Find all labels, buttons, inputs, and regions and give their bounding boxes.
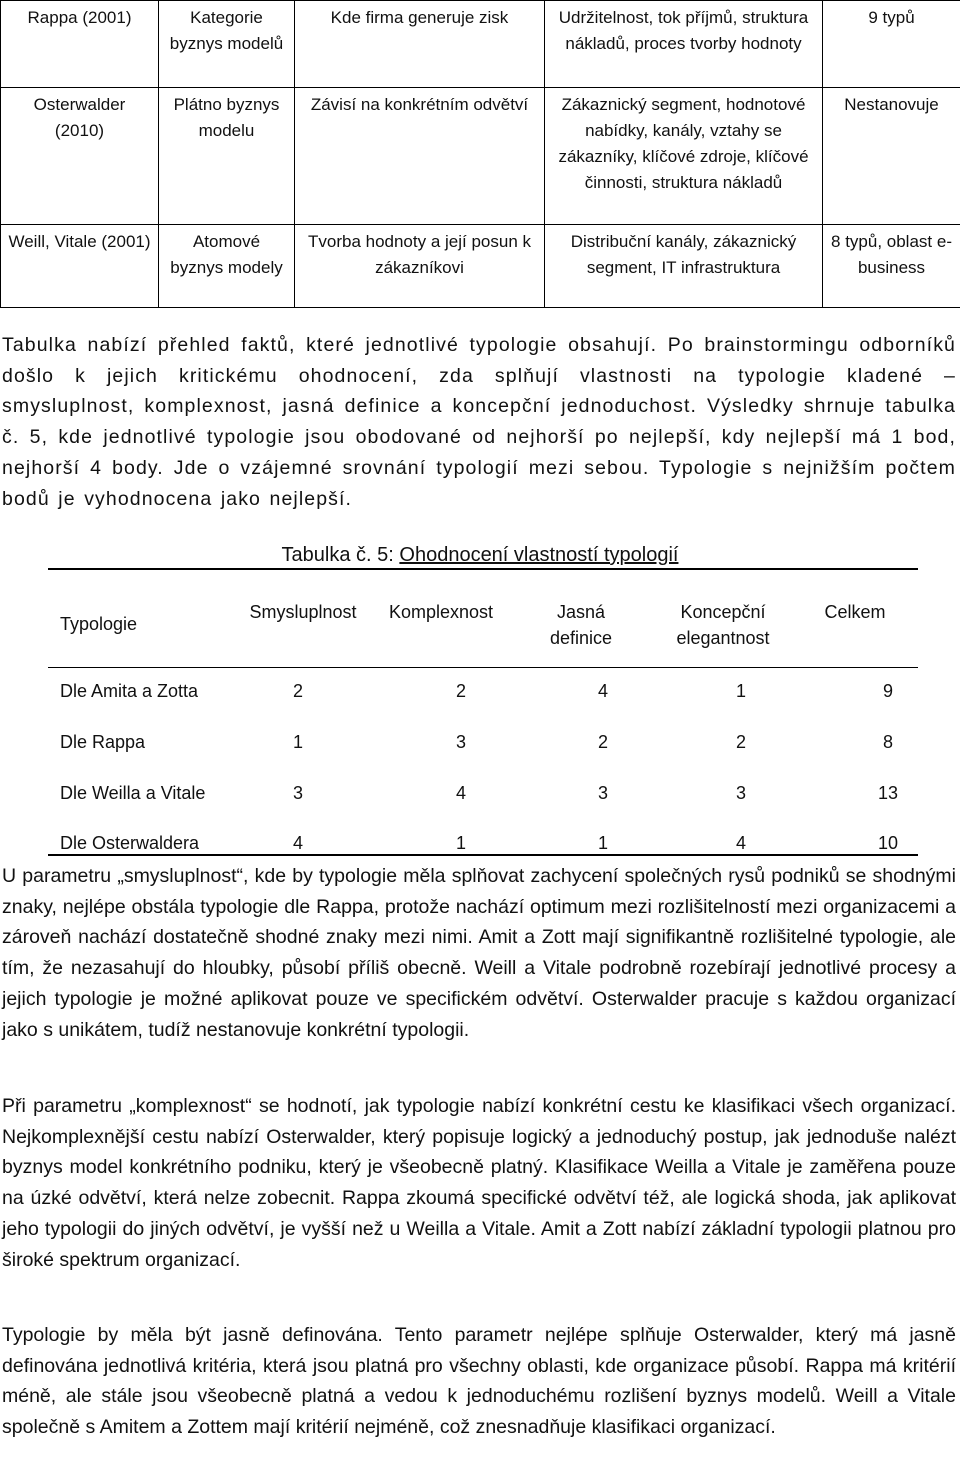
total-cell: 9 (882, 681, 893, 701)
table-caption (0, 540, 960, 570)
meaningfulness-paragraph: U parametru „smysluplnost“, kde by typologie měla splňovat zachycení společných rysů podniků se shodnými znaky, nejlépe obstála typologie dle Rappa, protože nachází optimum mezi rozlišitelností mezi organizacemi a zároveň nachází dostatečně shodné znaky mezi nimi. Amit a Zott mají signifikantně rozlišitelné typologie, ale tím, že nezasahují do hloubky, působí příliš obecně. Weill a Vitale podrobně rozebírají jednotlivé procesy a jejich typologie je možné aplikovat pouze ve specifickém odvětví. Osterwalder pracuje s každou organizací jako s unikátem, tudíž nestanovuje konkrétní typologii. (2, 865, 956, 1041)
caption-prefix: Tabulka č. 5: (281, 544, 400, 566)
type-count-cell: Nestanovuje (823, 88, 960, 225)
header-meaningfulness: Smysluplnost (249, 602, 357, 622)
score-cell: 4 (455, 783, 466, 803)
author-cell: Weill, Vitale (2001) (1, 225, 159, 308)
row-label: Dle Rappa (60, 732, 146, 752)
definition-paragraph: Typologie by měla být jasně definována. Tento parametr nejlépe splňuje Osterwalder, který má jasně definována jednotlivá kritéria, která jsou platná pro všechny oblasti, kde organizace působí. Rappa má kritérií méně, ale stále jsou všeobecně platná a vedou k jednoduchému rozlišení byznys modelů. Weill a Vitale společně s Amitem a Zottem mají kritérií nejméně, což znesnadňuje klasifikaci organizací. (2, 1324, 956, 1439)
caption-title: Ohodnocení vlastností typologií (399, 544, 679, 566)
basis-cell: Tvorba hodnoty a její posun k zákazníkovi (295, 225, 545, 308)
basis-cell: Kde firma generuje zisk (295, 1, 545, 88)
header-total: Celkem (824, 602, 886, 622)
row-label: Dle Osterwaldera (60, 833, 200, 853)
table-row (1, 1, 960, 88)
typology-name-cell: Plátno byznys modelu (159, 88, 295, 225)
score-cell: 2 (292, 681, 303, 701)
intro-paragraph: Tabulka nabízí přehled faktů, které jednotlivé typologie obsahují. Po brainstormingu odborníků došlo k jejich kritickému ohodnocení, zda splňují vlastnosti na typologie kladené – smysluplnost, komplexnost, jasná definice a koncepční jednoduchost. Výsledky shrnuje tabulka č. 5, kde jednotlivé typologie jsou obodované od nejhorší po nejlepší, kdy nejlepší má 1 bod, nejhorší 4 body. Jde o vzájemné srovnání typologií mezi sebou. Typologie s nejnižším počtem bodů je vyhodnocena jako nejlepší. (2, 334, 956, 510)
score-cell: 1 (597, 833, 608, 853)
score-cell: 3 (597, 783, 608, 803)
basis-cell: Závisí na konkrétním odvětví (295, 88, 545, 225)
typology-name-cell: Atomové byznys modely (159, 225, 295, 308)
score-cell: 1 (735, 681, 746, 701)
row-label: Dle Amita a Zotta (60, 681, 199, 701)
score-cell: 4 (292, 833, 303, 853)
elements-cell: Udržitelnost, tok příjmů, struktura nákladů, proces tvorby hodnoty (545, 1, 823, 88)
complexity-paragraph: Při parametru „komplexnost“ se hodnotí, jak typologie nabízí konkrétní cestu ke klasifikaci všech organizací. Nejkomplexnější cestu nabízí Osterwalder, který popisuje logický a jednoduchý postup, jak jednoduše nalézt byznys model konkrétního podniku, který je všeobecně platný. Klasifikace Weilla a Vitale je zaměřena pouze na úzké odvětví, která nelze zobecnit. Rappa zkoumá specifické odvětví též, ale logická shoda, jak aplikovat jeho typologii do jiných odvětví, je vyšší než u Weilla a Vitale. Amit a Zott nabízí základní typologii platnou pro široké spektrum organizací. (2, 1095, 956, 1271)
table-row (1, 88, 960, 225)
type-count-cell: 9 typů (823, 1, 960, 88)
table-bottom-rule (48, 854, 918, 856)
total-cell: 13 (877, 783, 899, 803)
type-count-cell: 8 typů, oblast e-business (823, 225, 960, 308)
header-divider (48, 667, 918, 668)
author-cell: Osterwalder (2010) (1, 88, 159, 225)
header-typology: Typologie (60, 614, 138, 634)
score-cell: 4 (597, 681, 608, 701)
total-cell: 10 (877, 833, 899, 853)
total-cell: 8 (882, 732, 893, 752)
score-cell: 3 (455, 732, 466, 752)
score-cell: 3 (292, 783, 303, 803)
header-complexity: Komplexnost (388, 602, 494, 622)
elements-cell: Zákaznický segment, hodnotové nabídky, kanály, vztahy se zákazníky, klíčové zdroje, klíčové činnosti, struktura nákladů (545, 88, 823, 225)
score-cell: 2 (735, 732, 746, 752)
header-clear-definition: Jasná definice (549, 602, 613, 648)
table-top-rule (48, 568, 918, 570)
elements-cell: Distribuční kanály, zákaznický segment, IT infrastruktura (545, 225, 823, 308)
table-row (1, 225, 960, 308)
typology-name-cell: Kategorie byznys modelů (159, 1, 295, 88)
typology-overview-table (0, 0, 960, 308)
score-cell: 1 (292, 732, 303, 752)
author-cell: Rappa (2001) (1, 1, 159, 88)
score-cell: 3 (735, 783, 746, 803)
score-cell: 2 (455, 681, 466, 701)
score-cell: 4 (735, 833, 746, 853)
score-cell: 1 (455, 833, 466, 853)
score-cell: 2 (597, 732, 608, 752)
header-conceptual-elegance: Koncepční elegantnost (676, 602, 770, 648)
row-label: Dle Weilla a Vitale (60, 783, 206, 803)
